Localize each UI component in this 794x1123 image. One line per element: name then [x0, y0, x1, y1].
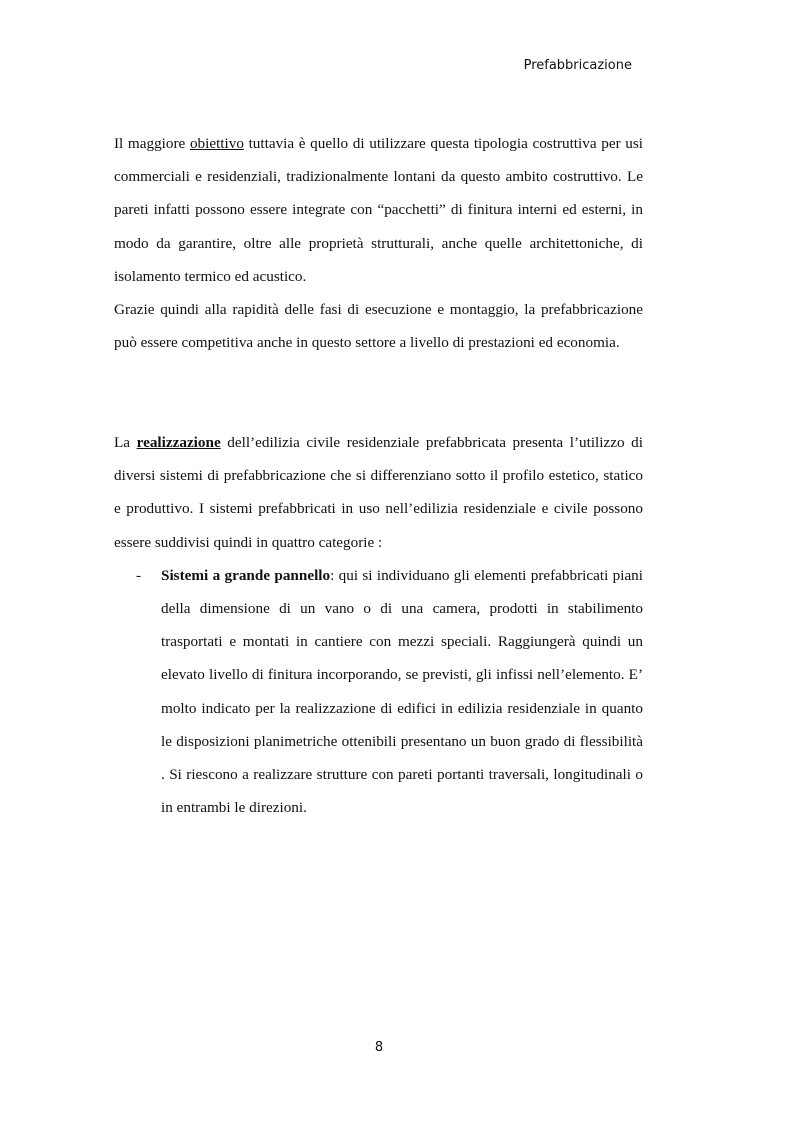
keyword-realizzazione: realizzazione — [136, 434, 221, 451]
paragraph-objective — [114, 127, 643, 293]
list-item-body: : qui si individuano gli elementi prefabbricati piani della dimensione di un vano o di una camera, prodotti in stabilimento trasportati e montati in cantiere con mezzi speciali. Raggiungerà quindi un elevato livello di finitura incorporando, se previsti, gli infissi nell’elemento. E’ molto indicato per la realizzazione di edifici in edilizia residenziale in quanto le disposizioni planimetriche ottenibili presentano un buon grado di flessibilità . Si riescono a realizzare strutture con pareti portanti traversali, longitudinali o in entrambi le direzioni. — [161, 566, 643, 817]
list-item — [114, 559, 643, 825]
paragraph-objective-pre: Il maggiore — [114, 135, 190, 152]
list-item-text — [161, 559, 643, 825]
list-item-title: Sistemi a grande pannello — [161, 566, 331, 584]
text-block-upper — [114, 127, 643, 359]
paragraph-objective-post: tuttavia è quello di utilizzare questa tipologia costruttiva per usi commerciali e residenziali, tradizionalmente lontani da questo ambito costruttivo. Le pareti infatti possono essere integrate con “pacchetti” di finitura interni ed esterni, in modo da garantire, oltre alle proprietà strutturali, anche quelle architettoniche, di isolamento termico ed acustico. — [114, 135, 643, 285]
text-block-lower — [114, 426, 643, 824]
paragraph-rapidity: Grazie quindi alla rapidità delle fasi di esecuzione e montaggio, la prefabbricazione può essere competitiva anche in questo settore a livello di prestazioni ed economia. — [114, 301, 643, 352]
running-header: Prefabbricazione — [523, 58, 632, 73]
paragraph-realization-post: dell’edilizia civile residenziale prefabbricata presenta l’utilizzo di diversi sistemi di prefabbricazione che si differenziano sotto il profilo estetico, statico e produttivo. I sistemi prefabbricati in uso nell’edilizia residenziale e civile possono essere suddivisi quindi in quattro categorie : — [114, 434, 643, 551]
page-number: 8 — [374, 1040, 384, 1055]
paragraph-realization — [114, 426, 643, 559]
paragraph-realization-pre: La — [114, 434, 137, 451]
list-bullet-dash: - — [136, 566, 142, 584]
keyword-obiettivo: obiettivo — [189, 135, 244, 152]
